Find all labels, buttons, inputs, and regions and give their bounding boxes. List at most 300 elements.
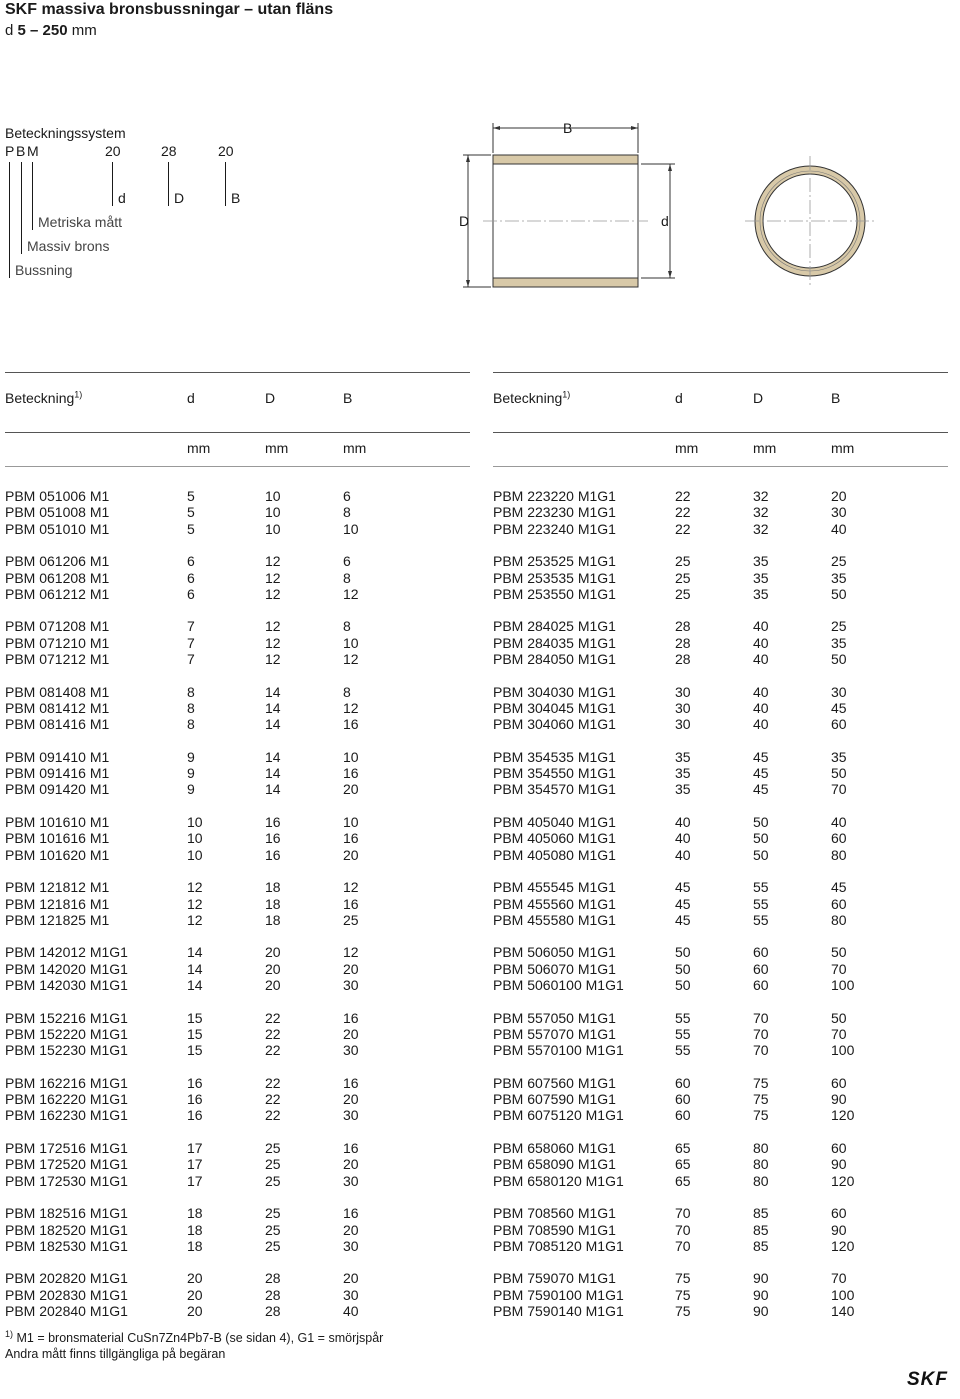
B-cell: 60 — [831, 1205, 847, 1222]
designation-cell: PBM 223240 M1G1 — [493, 520, 616, 537]
code-part-B: 20 — [218, 143, 234, 159]
D-line — [168, 162, 169, 206]
d-cell: 6 — [187, 569, 195, 586]
B-cell: 60 — [831, 895, 847, 912]
D-cell: 40 — [753, 699, 769, 716]
skf-logo: SKF — [907, 1369, 948, 1390]
B-cell: 70 — [831, 1025, 847, 1042]
D-cell: 18 — [265, 879, 281, 896]
B-cell: 20 — [343, 781, 359, 798]
table-row — [5, 635, 445, 651]
B-cell: 16 — [343, 830, 359, 847]
D-cell: 85 — [753, 1205, 769, 1222]
B-cell: 60 — [831, 1074, 847, 1091]
table-row — [5, 1042, 445, 1058]
table-row — [493, 488, 933, 504]
B-cell: 50 — [831, 1009, 847, 1026]
d-cell: 18 — [187, 1221, 203, 1238]
d-cell: 45 — [675, 879, 691, 896]
table-row — [5, 961, 445, 977]
B-cell: 70 — [831, 781, 847, 798]
B-cell: 70 — [831, 960, 847, 977]
designation-cell: PBM 405080 M1G1 — [493, 846, 616, 863]
B-cell: 10 — [343, 634, 359, 651]
D-cell: 40 — [753, 618, 769, 635]
designation-cell: PBM 142012 M1G1 — [5, 944, 128, 961]
designation-cell: PBM 152220 M1G1 — [5, 1025, 128, 1042]
d-cell: 20 — [187, 1270, 203, 1287]
D-cell: 25 — [265, 1221, 281, 1238]
B-cell: 12 — [343, 585, 359, 602]
d-cell: 70 — [675, 1205, 691, 1222]
d-cell: 12 — [187, 911, 203, 928]
D-cell: 16 — [265, 814, 281, 830]
designation-system-label: Beteckningssystem — [5, 125, 126, 141]
designation-cell: PBM 557070 M1G1 — [493, 1025, 616, 1042]
B-cell: 20 — [343, 1221, 359, 1238]
table-row — [493, 1173, 933, 1189]
designation-cell: PBM 101616 M1 — [5, 830, 110, 847]
B-cell: 140 — [831, 1303, 855, 1319]
D-cell: 32 — [753, 504, 769, 521]
D-cell: 80 — [753, 1140, 769, 1156]
D-cell: 10 — [265, 488, 281, 504]
table-row — [493, 1287, 933, 1303]
d-cell: 60 — [675, 1091, 691, 1108]
dim-label-D: D — [174, 190, 185, 206]
B-cell: 60 — [831, 830, 847, 847]
D-cell: 22 — [265, 1009, 281, 1026]
B-cell: 25 — [831, 618, 847, 635]
table-row — [5, 684, 445, 700]
table-row — [5, 716, 445, 732]
D-cell: 40 — [753, 716, 769, 733]
D-cell: 14 — [265, 781, 281, 798]
B-cell: 16 — [343, 1205, 359, 1222]
table-row — [493, 684, 933, 700]
d-cell: 15 — [187, 1042, 203, 1059]
designation-cell: PBM 506070 M1G1 — [493, 960, 616, 977]
d-cell: 25 — [675, 585, 691, 602]
code-part-b: B — [16, 143, 26, 159]
right-table-unit-rule — [493, 466, 948, 467]
table-row — [493, 700, 933, 716]
d-cell: 50 — [675, 944, 691, 961]
d-cell: 22 — [675, 520, 691, 537]
B-cell: 90 — [831, 1221, 847, 1238]
D-cell: 25 — [265, 1156, 281, 1173]
bussning-line — [9, 162, 10, 278]
d-cell: 9 — [187, 781, 195, 798]
right-table-top-rule — [493, 372, 948, 373]
d-cell: 35 — [675, 748, 691, 765]
d-cell: 7 — [187, 618, 195, 635]
D-cell: 45 — [753, 748, 769, 765]
d-cell: 35 — [675, 765, 691, 782]
designation-cell: PBM 354570 M1G1 — [493, 781, 616, 798]
B-cell: 30 — [831, 504, 847, 521]
d-cell: 10 — [187, 830, 203, 847]
table-row — [493, 1091, 933, 1107]
table-row — [493, 1140, 933, 1156]
D-cell: 16 — [265, 846, 281, 863]
D-cell: 60 — [753, 960, 769, 977]
page-subtitle — [5, 22, 97, 39]
B-cell: 60 — [831, 716, 847, 733]
d-cell: 20 — [187, 1303, 203, 1319]
right-col-B: B — [831, 390, 841, 406]
D-cell: 22 — [265, 1025, 281, 1042]
D-cell: 75 — [753, 1074, 769, 1091]
dim-label-B: B — [231, 190, 241, 206]
designation-cell: PBM 455580 M1G1 — [493, 911, 616, 928]
d-cell: 17 — [187, 1172, 203, 1189]
B-cell: 16 — [343, 1009, 359, 1026]
d-cell: 15 — [187, 1025, 203, 1042]
D-cell: 55 — [753, 879, 769, 896]
table-row — [493, 961, 933, 977]
d-cell: 7 — [187, 634, 195, 651]
d-cell: 65 — [675, 1156, 691, 1173]
B-cell: 30 — [343, 977, 359, 993]
table-row — [493, 896, 933, 912]
table-row — [493, 814, 933, 830]
D-cell: 12 — [265, 569, 281, 586]
B-cell: 30 — [343, 1042, 359, 1059]
designation-cell: PBM 253525 M1G1 — [493, 553, 616, 570]
B-cell: 25 — [343, 911, 359, 928]
page-title: SKF massiva bronsbussningar – utan fläns — [5, 1, 334, 18]
B-cell: 90 — [831, 1091, 847, 1108]
B-cell: 40 — [831, 814, 847, 830]
designation-cell: PBM 304045 M1G1 — [493, 699, 616, 716]
D-cell: 70 — [753, 1042, 769, 1059]
table-row — [5, 1156, 445, 1172]
D-cell: 25 — [265, 1237, 281, 1254]
designation-cell: PBM 202830 M1G1 — [5, 1286, 128, 1303]
B-cell: 20 — [343, 1025, 359, 1042]
D-cell: 14 — [265, 716, 281, 733]
table-row — [5, 1303, 445, 1319]
D-cell: 10 — [265, 504, 281, 521]
right-col-designation: Beteckning$^{1)}$ — [493, 389, 571, 406]
D-cell: 75 — [753, 1091, 769, 1108]
massiv-brons-line — [21, 162, 22, 254]
table-row — [493, 521, 933, 537]
d-cell: 14 — [187, 977, 203, 993]
designation-cell: PBM 253535 M1G1 — [493, 569, 616, 586]
table-row — [493, 586, 933, 602]
designation-cell: PBM 051006 M1 — [5, 488, 110, 504]
B-cell: 60 — [831, 1140, 847, 1156]
code-part-d: 20 — [105, 143, 121, 159]
D-cell: 14 — [265, 683, 281, 700]
left-table-unit-rule — [5, 466, 470, 467]
B-cell: 80 — [831, 911, 847, 928]
designation-cell: PBM 162216 M1G1 — [5, 1074, 128, 1091]
designation-cell: PBM 061206 M1 — [5, 553, 110, 570]
table-row — [5, 521, 445, 537]
d-cell: 22 — [675, 488, 691, 504]
B-cell: 20 — [343, 1091, 359, 1108]
d-cell: 40 — [675, 814, 691, 830]
left-table-top-rule — [5, 372, 470, 373]
d-cell: 14 — [187, 944, 203, 961]
B-cell: 12 — [343, 699, 359, 716]
D-cell: 12 — [265, 553, 281, 570]
designation-cell: PBM 091420 M1 — [5, 781, 110, 798]
designation-cell: PBM 091410 M1 — [5, 748, 110, 765]
B-cell: 40 — [831, 520, 847, 537]
B-cell: 100 — [831, 1042, 855, 1059]
designation-cell: PBM 182530 M1G1 — [5, 1237, 128, 1254]
designation-cell: PBM 071210 M1 — [5, 634, 110, 651]
D-cell: 80 — [753, 1172, 769, 1189]
d-cell: 9 — [187, 765, 195, 782]
designation-cell: PBM 223230 M1G1 — [493, 504, 616, 521]
D-cell: 18 — [265, 895, 281, 912]
D-cell: 40 — [753, 683, 769, 700]
D-cell: 16 — [265, 830, 281, 847]
table-row — [5, 488, 445, 504]
designation-cell: PBM 6075120 M1G1 — [493, 1107, 624, 1124]
d-cell: 5 — [187, 488, 195, 504]
table-row — [5, 1075, 445, 1091]
D-cell: 12 — [265, 634, 281, 651]
d-cell: 12 — [187, 879, 203, 896]
B-cell: 16 — [343, 895, 359, 912]
designation-cell: PBM 182516 M1G1 — [5, 1205, 128, 1222]
B-cell: 8 — [343, 504, 351, 521]
d-cell: 17 — [187, 1156, 203, 1173]
table-row — [493, 1026, 933, 1042]
table-row — [5, 1091, 445, 1107]
designation-cell: PBM 5570100 M1G1 — [493, 1042, 624, 1059]
D-cell: 20 — [265, 977, 281, 993]
B-cell: 10 — [343, 748, 359, 765]
d-cell: 9 — [187, 748, 195, 765]
D-cell: 70 — [753, 1025, 769, 1042]
subtitle-range: 5 – 250 — [17, 22, 68, 39]
d-cell: 18 — [187, 1237, 203, 1254]
B-cell: 40 — [343, 1303, 359, 1319]
D-cell: 28 — [265, 1270, 281, 1287]
left-unit-B: mm — [343, 440, 367, 456]
d-cell: 75 — [675, 1303, 691, 1319]
designation-cell: PBM 081416 M1 — [5, 716, 110, 733]
table-row — [5, 781, 445, 797]
table-row — [493, 1303, 933, 1319]
left-col-B: B — [343, 390, 353, 406]
d-cell: 5 — [187, 520, 195, 537]
B-cell: 45 — [831, 699, 847, 716]
D-cell: 55 — [753, 895, 769, 912]
table-row — [5, 651, 445, 667]
B-cell: 120 — [831, 1107, 855, 1124]
designation-cell: PBM 253550 M1G1 — [493, 585, 616, 602]
left-col-d: d — [187, 390, 195, 406]
D-cell: 12 — [265, 651, 281, 667]
table-row — [5, 1238, 445, 1254]
designation-cell: PBM 304060 M1G1 — [493, 716, 616, 733]
B-cell: 30 — [343, 1107, 359, 1124]
table-row — [493, 977, 933, 993]
table-row — [5, 896, 445, 912]
B-cell: 10 — [343, 814, 359, 830]
table-row — [5, 944, 445, 960]
designation-cell: PBM 304030 M1G1 — [493, 683, 616, 700]
B-cell: 50 — [831, 585, 847, 602]
designation-cell: PBM 121812 M1 — [5, 879, 110, 896]
D-cell: 85 — [753, 1237, 769, 1254]
code-part-D: 28 — [161, 143, 177, 159]
table-row — [493, 912, 933, 928]
d-cell: 8 — [187, 683, 195, 700]
d-cell: 12 — [187, 895, 203, 912]
D-cell: 45 — [753, 781, 769, 798]
D-cell: 35 — [753, 585, 769, 602]
right-col-D: D — [753, 390, 764, 406]
d-cell: 40 — [675, 830, 691, 847]
B-cell: 80 — [831, 846, 847, 863]
D-cell: 20 — [265, 944, 281, 961]
D-cell: 25 — [265, 1140, 281, 1156]
right-unit-B: mm — [831, 440, 855, 456]
drawing-label-B: B — [563, 120, 573, 136]
table-row — [5, 977, 445, 993]
meaning-bushing: Bussning — [15, 262, 73, 278]
designation-cell: PBM 182520 M1G1 — [5, 1221, 128, 1238]
designation-cell: PBM 455545 M1G1 — [493, 879, 616, 896]
table-row — [5, 1010, 445, 1026]
B-cell: 20 — [343, 960, 359, 977]
dim-label-d: d — [118, 190, 126, 206]
d-cell: 70 — [675, 1221, 691, 1238]
table-row — [5, 553, 445, 569]
table-row — [493, 847, 933, 863]
d-cell: 14 — [187, 960, 203, 977]
table-row — [493, 651, 933, 667]
drawing-label-d: d — [661, 213, 669, 229]
D-cell: 75 — [753, 1107, 769, 1124]
B-cell: 90 — [831, 1156, 847, 1173]
designation-cell: PBM 607590 M1G1 — [493, 1091, 616, 1108]
B-cell: 16 — [343, 1140, 359, 1156]
D-cell: 25 — [265, 1205, 281, 1222]
d-cell: 16 — [187, 1091, 203, 1108]
designation-cell: PBM 354550 M1G1 — [493, 765, 616, 782]
designation-cell: PBM 202840 M1G1 — [5, 1303, 128, 1319]
B-cell: 35 — [831, 634, 847, 651]
d-cell: 30 — [675, 699, 691, 716]
d-cell: 6 — [187, 553, 195, 570]
D-cell: 32 — [753, 488, 769, 504]
d-cell: 10 — [187, 846, 203, 863]
B-cell: 50 — [831, 765, 847, 782]
table-row — [5, 1287, 445, 1303]
table-row — [5, 1270, 445, 1286]
d-cell: 20 — [187, 1286, 203, 1303]
table-row — [5, 1222, 445, 1238]
D-cell: 90 — [753, 1270, 769, 1287]
designation-cell: PBM 061212 M1 — [5, 585, 110, 602]
B-cell: 100 — [831, 1286, 855, 1303]
D-cell: 60 — [753, 977, 769, 993]
d-cell: 60 — [675, 1074, 691, 1091]
left-unit-D: mm — [265, 440, 289, 456]
left-table-header-rule — [5, 432, 470, 433]
d-cell: 17 — [187, 1140, 203, 1156]
D-cell: 14 — [265, 699, 281, 716]
code-part-p: P — [5, 143, 15, 159]
d-cell: 40 — [675, 846, 691, 863]
table-row — [5, 912, 445, 928]
designation-cell: PBM 091416 M1 — [5, 765, 110, 782]
D-cell: 60 — [753, 944, 769, 961]
designation-cell: PBM 121825 M1 — [5, 911, 110, 928]
designation-cell: PBM 607560 M1G1 — [493, 1074, 616, 1091]
d-cell: 45 — [675, 895, 691, 912]
table-row — [493, 830, 933, 846]
D-cell: 28 — [265, 1286, 281, 1303]
designation-cell: PBM 142030 M1G1 — [5, 977, 128, 993]
d-cell: 7 — [187, 651, 195, 667]
bushing-drawing — [455, 115, 875, 300]
B-cell: 8 — [343, 569, 351, 586]
D-cell: 12 — [265, 618, 281, 635]
table-row — [493, 749, 933, 765]
table-row — [5, 618, 445, 634]
table-row — [493, 1156, 933, 1172]
B-cell: 35 — [831, 569, 847, 586]
designation-cell: PBM 172530 M1G1 — [5, 1172, 128, 1189]
D-cell: 28 — [265, 1303, 281, 1319]
B-cell: 12 — [343, 651, 359, 667]
table-row — [5, 570, 445, 586]
d-cell: 28 — [675, 651, 691, 667]
d-cell: 50 — [675, 977, 691, 993]
designation-cell: PBM 7085120 M1G1 — [493, 1237, 624, 1254]
B-cell: 45 — [831, 879, 847, 896]
designation-cell: PBM 708590 M1G1 — [493, 1221, 616, 1238]
designation-cell: PBM 284035 M1G1 — [493, 634, 616, 651]
table-row — [493, 570, 933, 586]
table-row — [5, 1140, 445, 1156]
d-cell: 55 — [675, 1009, 691, 1026]
D-cell: 50 — [753, 846, 769, 863]
B-cell: 50 — [831, 651, 847, 667]
designation-cell: PBM 071208 M1 — [5, 618, 110, 635]
table-row — [493, 1107, 933, 1123]
table-row — [493, 1075, 933, 1091]
B-cell: 100 — [831, 977, 855, 993]
subtitle-unit: mm — [71, 22, 97, 39]
footnote-1: $^{1)}$ M1 = bronsmaterial CuSn7Zn4Pb7-B (se sidan 4), G1 = smörjspår — [5, 1328, 384, 1345]
D-cell: 32 — [753, 520, 769, 537]
d-cell: 55 — [675, 1042, 691, 1059]
B-cell: 120 — [831, 1172, 855, 1189]
table-row — [493, 1222, 933, 1238]
table-row — [493, 879, 933, 895]
d-cell: 35 — [675, 781, 691, 798]
designation-cell: PBM 7590140 M1G1 — [493, 1303, 624, 1319]
B-cell: 8 — [343, 618, 351, 635]
d-cell: 30 — [675, 716, 691, 733]
left-unit-d: mm — [187, 440, 211, 456]
D-cell: 12 — [265, 585, 281, 602]
designation-cell: PBM 071212 M1 — [5, 651, 110, 667]
table-row — [5, 1173, 445, 1189]
